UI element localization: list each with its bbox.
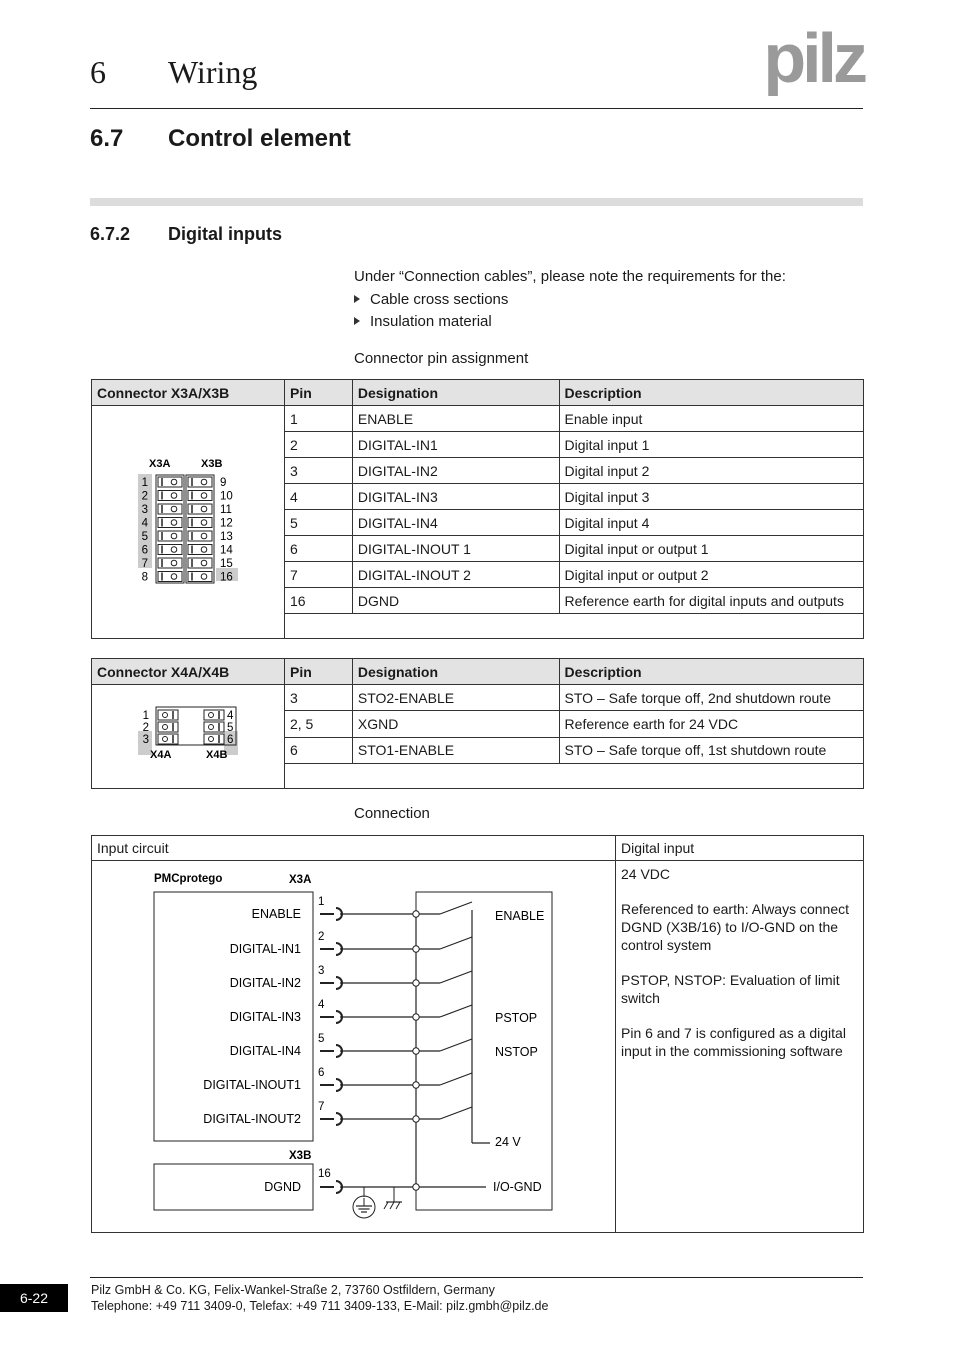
list-item: Insulation material — [354, 312, 508, 334]
x3-pin-table — [91, 379, 864, 639]
junction-icon — [413, 946, 419, 952]
table-row: 5 DIGITAL-IN4 Digital input 4 — [92, 510, 864, 536]
x3-pin-terminals — [158, 477, 212, 582]
pin-number: 2 — [318, 931, 325, 943]
table-row: 2 DIGITAL-IN1 Digital input 1 — [92, 432, 864, 458]
column-header: Connector X4A/X4B — [92, 659, 285, 685]
terminal-icon — [320, 1113, 342, 1125]
pin-number: 1 — [141, 476, 148, 489]
section-title: Control element — [168, 125, 351, 152]
pin-number: 5 — [141, 530, 148, 543]
table-header-row — [92, 836, 864, 861]
switch-contact-icon — [440, 902, 472, 914]
table-row — [92, 861, 864, 1233]
intro-text: Under “Connection cables”, please note the requirements for the: — [354, 268, 786, 285]
circuit-input-lines — [203, 896, 472, 1126]
column-header: Description — [559, 659, 863, 685]
junction-icon — [413, 1116, 419, 1122]
x4-pin-terminals — [158, 710, 224, 744]
table-row: 4 DIGITAL-IN3 Digital input 3 — [92, 484, 864, 510]
terminal-icon — [320, 1045, 342, 1057]
dgnd-label: DGND — [264, 1180, 301, 1194]
terminal-icon — [320, 943, 342, 955]
connection-caption: Connection — [354, 805, 430, 822]
table-header-row — [92, 659, 864, 685]
switch-contact-icon — [440, 1005, 472, 1017]
junction-icon — [413, 1184, 419, 1190]
junction-icon — [413, 1014, 419, 1020]
24v-label: 24 V — [495, 1135, 521, 1149]
input-name-label: DIGITAL-IN2 — [229, 976, 301, 990]
page-number: 6-22 — [0, 1284, 68, 1312]
requirements-list — [354, 290, 508, 334]
pin-number: 1 — [142, 710, 149, 722]
x3a-label: X3A — [149, 457, 171, 470]
footer-address: Pilz GmbH & Co. KG, Felix-Wankel-Straße 2, 73760 Ostfildern, Germany — [91, 1283, 495, 1297]
footer-contact: Telephone: +49 711 3409-0, Telefax: +49 711 3409-133, E-Mail: pilz.gmbh@pilz.de — [91, 1299, 549, 1313]
input-name-label: DIGITAL-IN4 — [229, 1044, 301, 1058]
pstop-label: PSTOP — [495, 1011, 538, 1025]
pin-number: 2 — [141, 490, 148, 502]
pin-number: 7 — [318, 1101, 325, 1113]
input-circuit-diagram — [92, 861, 616, 1233]
bullet-triangle-icon — [354, 317, 360, 325]
junction-icon — [413, 1048, 419, 1054]
pin-number: 4 — [141, 517, 148, 529]
junction-icon — [413, 911, 419, 917]
pin-number: 11 — [220, 503, 232, 516]
table-header-row — [92, 380, 864, 406]
table-row: 2, 5 XGND Reference earth for 24 VDC — [92, 711, 864, 737]
junction-icon — [413, 980, 419, 986]
pin-number: 16 — [220, 571, 233, 583]
chapter-number: 6 — [90, 54, 106, 90]
list-item: Cable cross sections — [354, 290, 508, 312]
input-name-label: DIGITAL-IN1 — [229, 942, 301, 956]
note-earth: Referenced to earth: Always connect DGND (X3B/16) to I/O-GND on the control system — [621, 901, 850, 953]
x4-connector-diagram — [92, 685, 285, 789]
pin-number: 14 — [220, 544, 233, 556]
section-divider — [90, 198, 863, 206]
x3-connector-diagram — [92, 406, 285, 639]
input-name-label: DIGITAL-INOUT2 — [203, 1112, 301, 1126]
nstop-label: NSTOP — [495, 1045, 538, 1059]
input-name-label: ENABLE — [251, 907, 301, 921]
column-header: Designation — [352, 659, 559, 685]
footer-rule — [90, 1277, 863, 1278]
x4b-label: X4B — [206, 749, 228, 761]
table-row: 6 STO1-ENABLE STO – Safe torque off, 1st shutdown route — [92, 737, 864, 763]
pin-number: 6 — [318, 1067, 325, 1079]
table-row: 6 DIGITAL-INOUT 1 Digital input or output 1 — [92, 536, 864, 562]
pin-number: 6 — [141, 544, 148, 556]
column-header: Description — [559, 380, 863, 406]
column-header: Pin — [284, 380, 352, 406]
terminal-icon — [320, 1011, 342, 1023]
pin-number: 4 — [318, 999, 325, 1011]
pin-number: 6 — [227, 734, 234, 746]
pin-number: 8 — [141, 571, 148, 583]
pin-number: 5 — [227, 722, 234, 734]
pin-number: 13 — [220, 530, 233, 543]
x4a-label: X4A — [150, 749, 172, 761]
x4-pin-table — [91, 658, 864, 789]
switch-contact-icon — [440, 1073, 472, 1085]
connection-table — [91, 835, 864, 1233]
terminal-icon — [320, 1181, 342, 1193]
column-header: Digital input — [616, 836, 864, 861]
switch-contact-icon — [440, 971, 472, 983]
header-rule — [90, 108, 863, 109]
pin-number: 4 — [227, 710, 234, 722]
pin-number: 2 — [142, 722, 149, 734]
column-header: Connector X3A/X3B — [92, 380, 285, 406]
switch-contact-icon — [440, 1107, 472, 1119]
switch-contact-icon — [440, 1039, 472, 1051]
subsection-number: 6.7.2 — [90, 224, 131, 244]
svg-text:pilz: pilz — [763, 26, 864, 96]
device-label: PMCprotego — [154, 873, 223, 885]
bullet-triangle-icon — [354, 295, 360, 303]
digital-input-notes — [616, 861, 864, 1233]
subsection-title: Digital inputs — [168, 224, 282, 244]
note-limit-switch: PSTOP, NSTOP: Evaluation of limit switch — [621, 972, 840, 1006]
table-row: X3A X3B 1 9 2 10 3 11 4 12 5 13 6 14 7 15 8 16 1 ENABLE Enable input — [92, 406, 864, 432]
note-configuration: Pin 6 and 7 is configured as a digital input in the commissioning software — [621, 1025, 846, 1059]
x3-pin-numbers — [142, 477, 234, 584]
pin-number: 10 — [220, 490, 233, 502]
pin-number: 3 — [318, 965, 325, 977]
table-row: 3 DIGITAL-IN2 Digital input 2 — [92, 458, 864, 484]
terminal-icon — [320, 908, 342, 920]
column-header: Input circuit — [92, 836, 616, 861]
pilz-logo — [748, 26, 866, 96]
pin-assignment-caption: Connector pin assignment — [354, 350, 529, 367]
column-header: Pin — [284, 659, 352, 685]
pin-number: 15 — [220, 557, 233, 570]
pin-16-number: 16 — [318, 1168, 331, 1180]
terminal-icon — [320, 977, 342, 989]
input-name-label: DIGITAL-INOUT1 — [203, 1078, 301, 1092]
x3b-label: X3B — [201, 457, 223, 470]
table-row: 1 4 2 5 3 6 X4A X4B 3 STO2-ENABLE STO – Safe torque off, 2nd shutdown route — [92, 685, 864, 711]
note-voltage: 24 VDC — [621, 866, 671, 882]
io-gnd-label: I/O-GND — [493, 1180, 542, 1194]
chapter-title: Wiring — [168, 54, 258, 90]
x3a-connector-body — [156, 475, 184, 583]
switch-contact-icon — [440, 937, 472, 949]
column-header: Designation — [352, 380, 559, 406]
x3b-connector-body — [186, 475, 214, 583]
pin-number: 7 — [141, 557, 148, 570]
x3a-label: X3A — [289, 874, 312, 886]
table-row: 16 DGND Reference earth for digital inputs and outputs — [92, 588, 864, 614]
section-number: 6.7 — [90, 125, 124, 152]
pin-number: 1 — [318, 896, 325, 908]
junction-icon — [413, 1082, 419, 1088]
input-name-label: DIGITAL-IN3 — [229, 1010, 301, 1024]
pin-number: 5 — [318, 1033, 325, 1045]
pin-number: 3 — [142, 734, 149, 746]
terminal-icon — [320, 1079, 342, 1091]
pin-number: 12 — [220, 517, 233, 529]
enable-ext-label: ENABLE — [495, 909, 545, 923]
pin-number: 3 — [141, 503, 148, 516]
table-row: 7 DIGITAL-INOUT 2 Digital input or output 2 — [92, 562, 864, 588]
x3b-label: X3B — [289, 1150, 312, 1162]
pin-number: 9 — [220, 476, 227, 489]
